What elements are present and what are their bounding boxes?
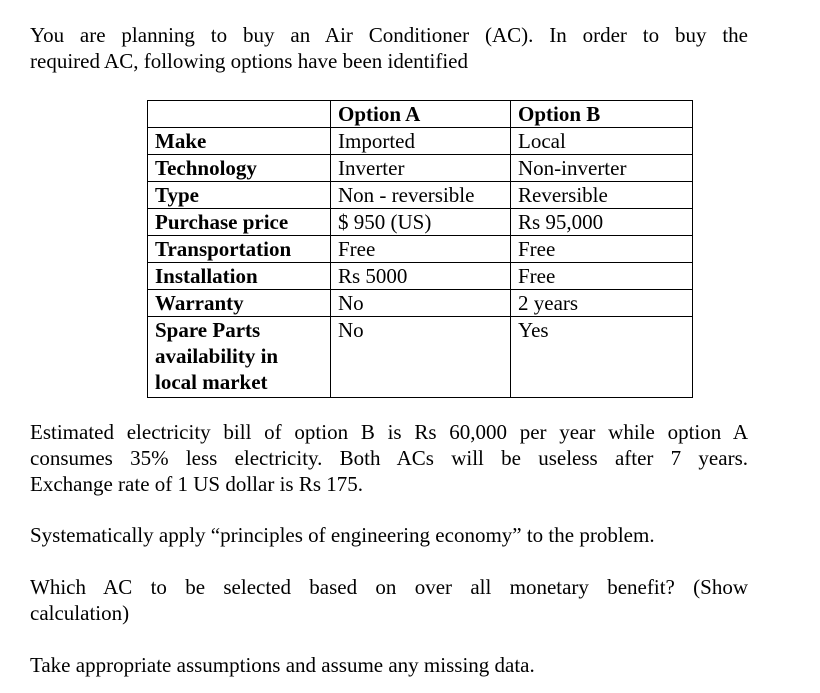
question-paragraph — [30, 574, 748, 626]
intro-paragraph — [30, 22, 748, 74]
row-label-spare-parts — [148, 317, 331, 398]
row-label-technology: Technology — [148, 155, 331, 182]
row-label-transportation: Transportation — [148, 236, 331, 263]
option-b-transportation: Free — [511, 236, 693, 263]
table-row — [148, 128, 693, 155]
table-row — [148, 155, 693, 182]
option-a-type: Non - reversible — [331, 182, 511, 209]
row-label-purchase-price: Purchase price — [148, 209, 331, 236]
row-label-warranty: Warranty — [148, 290, 331, 317]
table-row — [148, 263, 693, 290]
spare-parts-label-line-1: Spare Parts — [155, 318, 261, 342]
table-header-row — [148, 101, 693, 128]
option-b-warranty: 2 years — [511, 290, 693, 317]
table-row — [148, 290, 693, 317]
option-a-spare-parts: No — [331, 317, 511, 398]
spare-parts-label-line-3: local market — [155, 370, 268, 394]
table-row — [148, 236, 693, 263]
options-comparison-table — [147, 100, 693, 398]
spare-parts-label-line-2: availability in — [155, 344, 279, 368]
principles-paragraph: Systematically apply “principles of engineering economy” to the problem. — [30, 523, 655, 547]
option-a-technology: Inverter — [331, 155, 511, 182]
table-row — [148, 317, 693, 398]
intro-line-2: required AC, following options have been identified — [30, 49, 468, 73]
option-b-purchase-price: Rs 95,000 — [511, 209, 693, 236]
row-label-make: Make — [148, 128, 331, 155]
option-a-purchase-price: $ 950 (US) — [331, 209, 511, 236]
header-option-a: Option A — [331, 101, 511, 128]
estimate-line-1: Estimated electricity bill of option B is Rs 60,000 per year while option A — [30, 420, 748, 444]
table-row — [148, 209, 693, 236]
option-a-installation: Rs 5000 — [331, 263, 511, 290]
table-row — [148, 182, 693, 209]
header-empty-cell — [148, 101, 331, 128]
assumption-paragraph: Take appropriate assumptions and assume any missing data. — [30, 653, 535, 677]
option-b-technology: Non-inverter — [511, 155, 693, 182]
option-a-make: Imported — [331, 128, 511, 155]
row-label-installation: Installation — [148, 263, 331, 290]
estimate-line-3: Exchange rate of 1 US dollar is Rs 175. — [30, 472, 364, 496]
row-label-type: Type — [148, 182, 331, 209]
option-b-spare-parts: Yes — [511, 317, 693, 398]
option-a-warranty: No — [331, 290, 511, 317]
question-line-1: Which AC to be selected based on over all monetary benefit? (Show — [30, 575, 748, 599]
intro-line-1: You are planning to buy an Air Conditioner (AC). In order to buy the — [30, 23, 748, 47]
question-line-2: calculation) — [30, 601, 130, 625]
option-b-installation: Free — [511, 263, 693, 290]
estimate-line-2: consumes 35% less electricity. Both ACs will be useless after 7 years. — [30, 446, 748, 470]
header-option-b: Option B — [511, 101, 693, 128]
estimate-paragraph — [30, 419, 748, 497]
option-b-type: Reversible — [511, 182, 693, 209]
option-b-make: Local — [511, 128, 693, 155]
option-a-transportation: Free — [331, 236, 511, 263]
